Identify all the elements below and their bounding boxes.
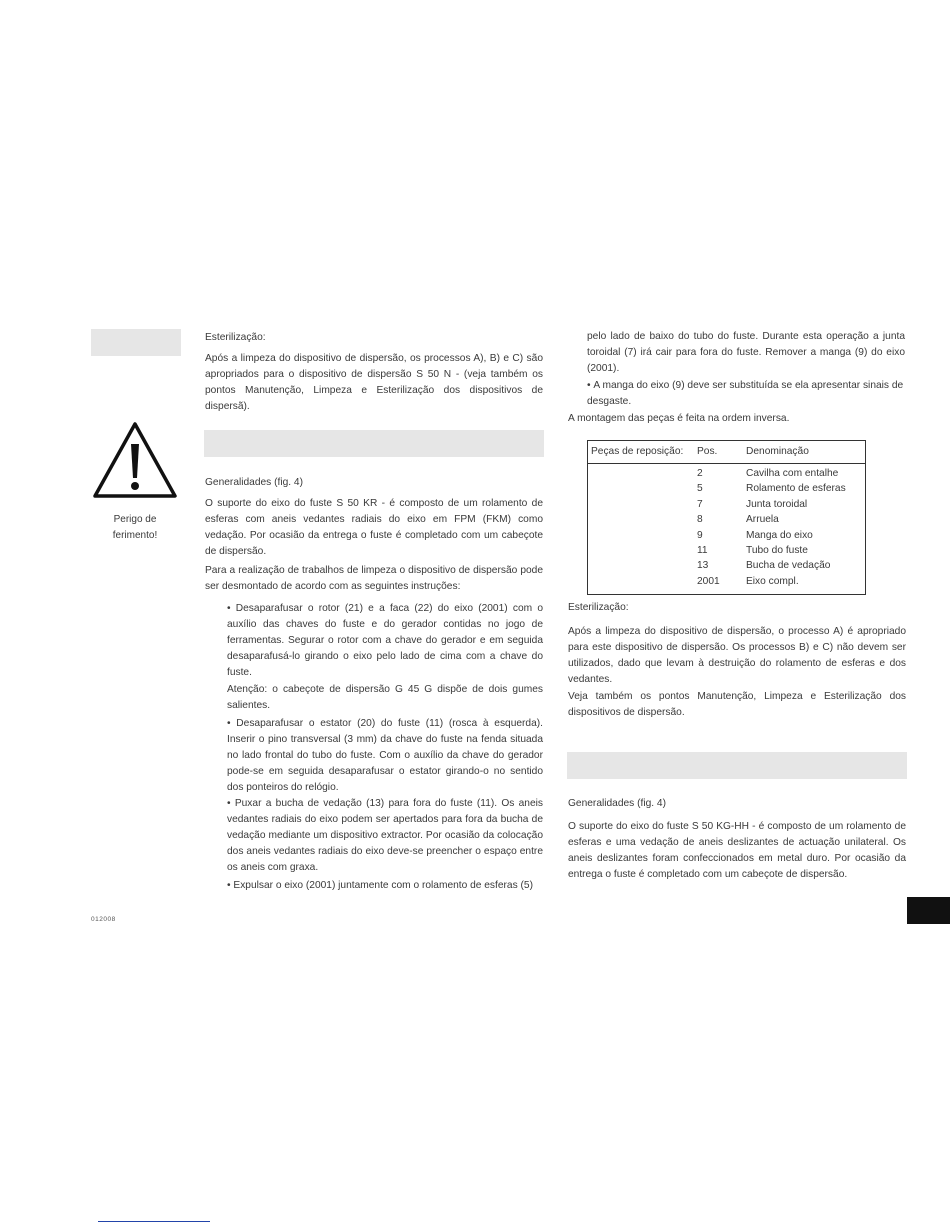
bullet-item-sleeve: • A manga do eixo (9) deve ser substituída se ela apresentar sinais de desgaste. (587, 378, 907, 410)
bullet-item-shaft: • Expulsar o eixo (2001) juntamente com o rolamento de esferas (5) (227, 878, 543, 894)
assembly-note: A montagem das peças é feita na ordem inversa. (568, 413, 790, 424)
left-steril-title: Esterilização: (205, 332, 266, 343)
right-continued-text: pelo lado de baixo do tubo do fuste. Durante esta operação a junta toroidal (7) irá cair para fora do fuste. Remover a manga (9) do eixo (2001). (587, 331, 905, 374)
name-cell: Bucha de vedação (746, 560, 831, 572)
doc-code: 012008 (91, 916, 116, 923)
right-steril-title: Esterilização: (568, 602, 629, 613)
bullet-item-stator: • Desaparafusar o estator (20) do fuste (11) (rosca à esquerda). Inserir o pino transversal (3 mm) da chave do fuste na fenda situada no lado frontal do tubo do fuste. Com o auxílio da chave do gerador pode-se em seguida desaparafusar o estator girando-o no sentido dos ponteiros do relógio. (227, 716, 543, 796)
right-general-title: Generalidades (fig. 4) (568, 798, 666, 809)
section-header-bar-right (567, 752, 907, 779)
right-steril-p1: Após a limpeza do dispositivo de dispersão, o processo A) é apropriado para este dispositivo de dispersão. Os processos B) e C) não devem ser utilizados, dado que levam à destruição do rolamento de esferas e dos vedantes. (568, 626, 906, 685)
name-cell: Arruela (746, 514, 779, 526)
spare-parts-table-header (588, 441, 865, 464)
table-row (588, 574, 865, 589)
name-cell: Tubo do fuste (746, 544, 808, 556)
margin-tab-black (907, 897, 950, 924)
spare-parts-rows (588, 466, 865, 589)
name-cell: Manga do eixo (746, 529, 813, 541)
warning-label (91, 512, 179, 544)
warning-label-line2: ferimento! (112, 530, 158, 541)
bullet-item-seal-bush: • Puxar a bucha de vedação (13) para fora do fuste (11). Os aneis vedantes radiais do eixo podem ser apertados para fora da bucha de vedação mediante um dispositivo extractor. Por ocasião da colocação dos aneis vedantes radiais do eixo deve-se preencher o espaço entre os aneis com graxa. (227, 796, 543, 876)
section-header-bar-left (204, 430, 544, 457)
right-steril-p2: Veja também os pontos Manutenção, Limpeza e Esterilização dos dispositivos de dispersão. (568, 691, 906, 718)
pos-cell: 11 (697, 544, 708, 556)
margin-tab-gray (91, 329, 181, 356)
spare-parts-table (587, 440, 866, 595)
table-row (588, 481, 865, 496)
col-header-pos: Pos. (697, 446, 718, 457)
pos-cell: 8 (697, 514, 703, 526)
pos-cell: 9 (697, 529, 703, 541)
table-row (588, 528, 865, 543)
table-row (588, 466, 865, 481)
pos-cell: 7 (697, 498, 703, 510)
left-general-p1: O suporte do eixo do fuste S 50 KR - é composto de um rolamento de esferas com aneis vedantes radiais do eixo em FPM (FKM) como vedação. Por ocasião da entrega o fuste é completado com um cabeçote de dispersão. (205, 498, 543, 557)
col-header-name: Denominação (746, 446, 809, 457)
pos-cell: 5 (697, 483, 703, 495)
right-general-p1: O suporte do eixo do fuste S 50 KG-HH - é composto de um rolamento de esferas e uma vedação de aneis deslizantes de actuação unilateral. Os aneis deslizantes foram confeccionados em metal duro. Por ocasião da entrega o fuste é completado com um cabeçote de dispersão. (568, 821, 906, 880)
name-cell: Cavilha com entalhe (746, 468, 839, 479)
pos-cell: 2001 (697, 575, 720, 587)
name-cell: Eixo compl. (746, 575, 799, 587)
table-row (588, 558, 865, 573)
left-general-title: Generalidades (fig. 4) (205, 477, 303, 488)
pos-cell: 13 (697, 560, 709, 572)
bullet-item-rotor: • Desaparafusar o rotor (21) e a faca (22) do eixo (2001) com o auxílio das chaves do fuste e do gerador contidas no jogo de ferramentas. Segurar o rotor com a chave do gerador e em seguida desaparafusá-lo girando o eixo pelo lado de cima com a chave do fuste. (227, 601, 543, 681)
warning-label-line1: Perigo de (113, 514, 157, 525)
col-header-parts: Peças de reposição: (591, 446, 684, 457)
attention-note: Atenção: o cabeçote de dispersão G 45 G dispõe de dois gumes salientes. (227, 684, 543, 711)
bottom-link-rule (98, 1221, 210, 1222)
table-row (588, 543, 865, 558)
table-row (588, 497, 865, 512)
left-general-p2: Para a realização de trabalhos de limpeza o dispositivo de dispersão pode ser desmontado de acordo com as seguintes instruções: (205, 565, 543, 592)
name-cell: Junta toroidal (746, 498, 808, 510)
warning-icon (91, 420, 179, 500)
pos-cell: 2 (697, 468, 703, 479)
table-row (588, 512, 865, 527)
name-cell: Rolamento de esferas (746, 483, 846, 495)
left-steril-text: Após a limpeza do dispositivo de dispersão, os processos A), B) e C) são apropriados para o dispositivo de dispersão S 50 N - (veja também os pontos Manutenção, Limpeza e Esterilização dos dispositivos de dispersã). (205, 353, 543, 412)
